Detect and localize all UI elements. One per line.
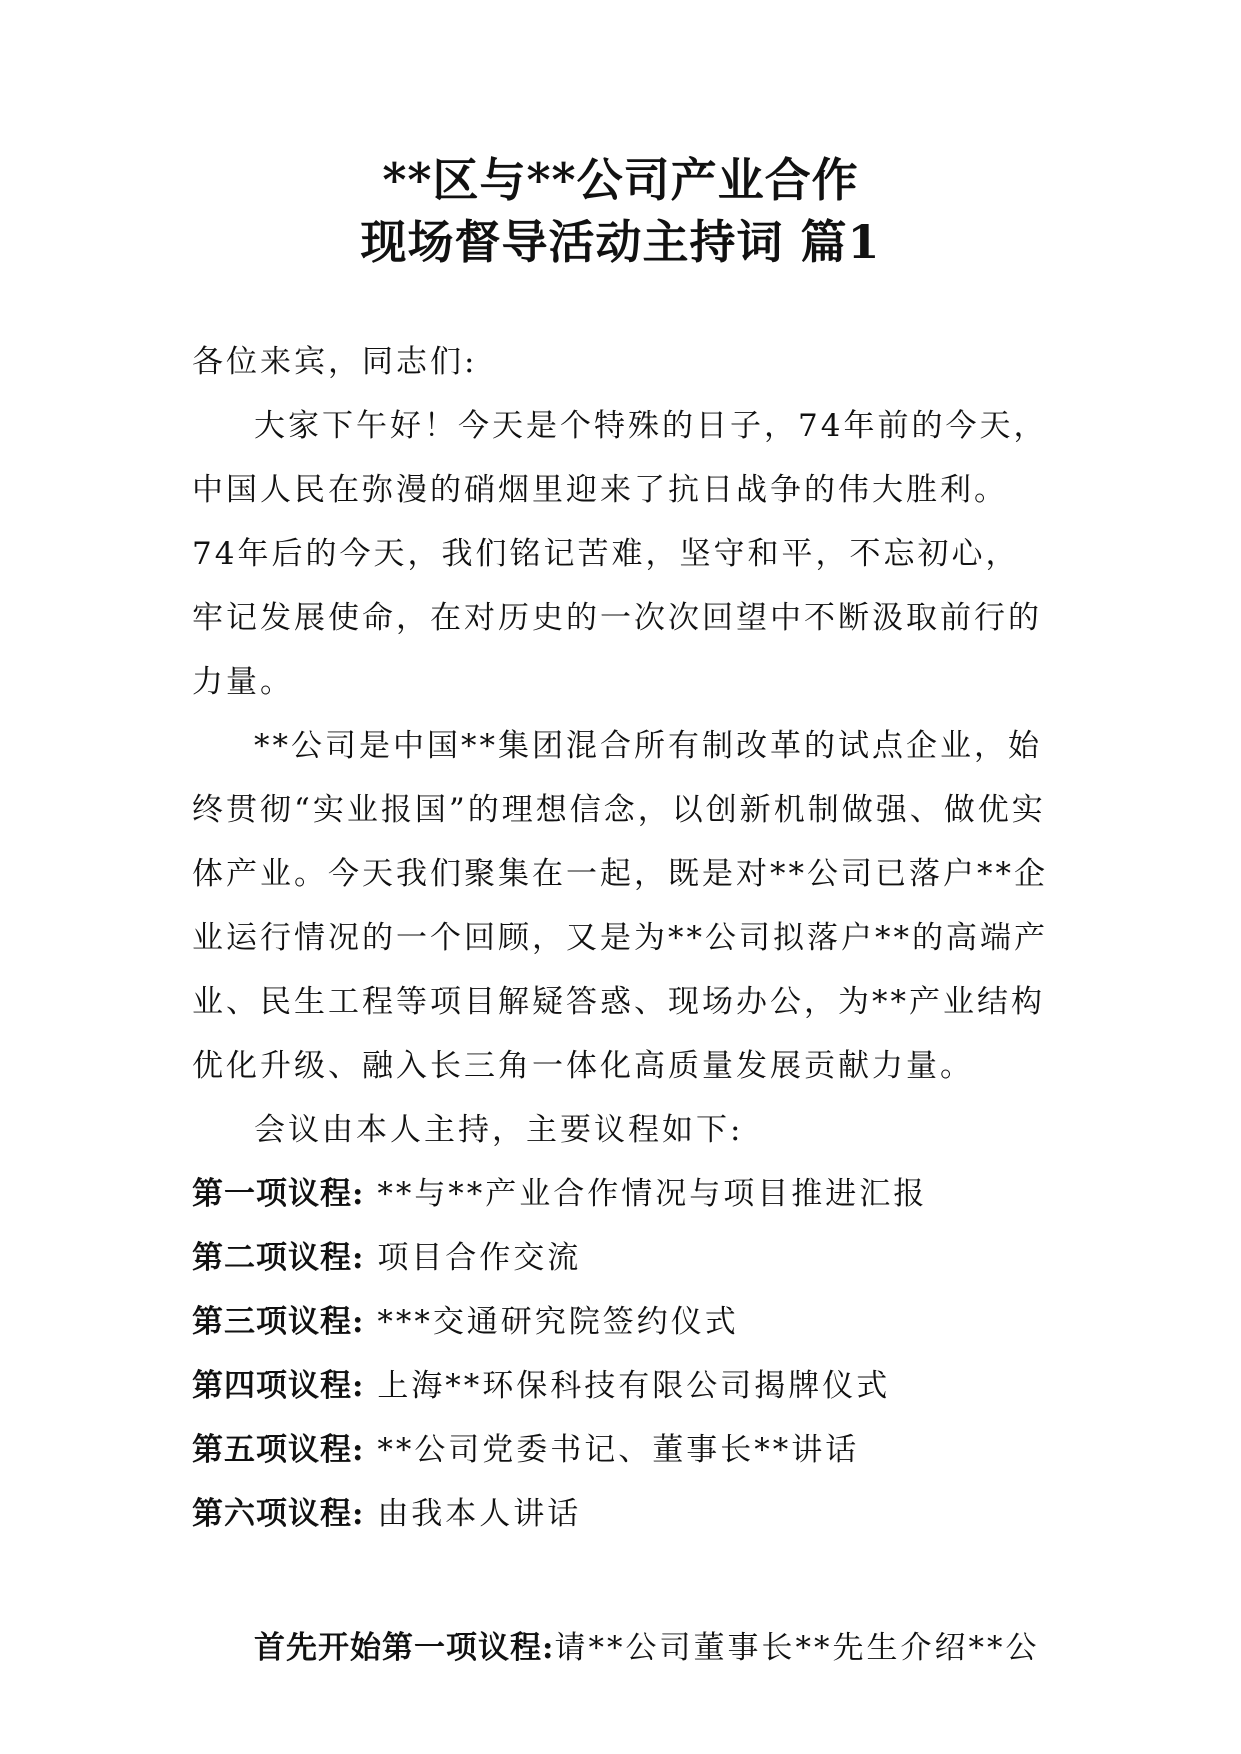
document-body — [192, 330, 1052, 1680]
agenda-item-label: 第六项议程: — [192, 1496, 365, 1532]
closing-text: 请**公司董事长**先生介绍**公 — [554, 1630, 1040, 1666]
paragraph-company-intro: **公司是中国**集团混合所有制改革的试点企业，始终贯彻“实业报国”的理想信念，以创新机制做强、做优实体产业。今天我们聚集在一起，既是对**公司已落户**企业运行情况的一个回顾，又是为**公司拟落户**的高端产业、民生工程等项目解疑答惑、现场办公，为**产业结构优化升级、融入长三角一体化高质量发展贡献力量。 — [192, 728, 1048, 1084]
agenda-item-2 — [192, 1226, 1052, 1290]
document-title-line-2: 现场督导活动主持词 篇1 — [360, 215, 881, 269]
agenda-item-text: ***交通研究院签约仪式 — [377, 1304, 739, 1340]
agenda-item-text: 上海**环保科技有限公司揭牌仪式 — [377, 1368, 891, 1404]
agenda-item-text: **公司党委书记、董事长**讲话 — [377, 1432, 860, 1468]
agenda-item-label: 第一项议程: — [192, 1176, 365, 1212]
agenda-item-5 — [192, 1418, 1052, 1482]
paragraph-opening: 大家下午好！今天是个特殊的日子，74年前的今天，中国人民在弥漫的硝烟里迎来了抗日战争的伟大胜利。74年后的今天，我们铭记苦难，坚守和平，不忘初心，牢记发展使命，在对历史的一次次回望中不断汲取前行的力量。 — [192, 408, 1048, 700]
closing-paragraph — [192, 1616, 1052, 1680]
document-title-line-1: **区与**公司产业合作 — [382, 153, 859, 207]
agenda-item-label: 第四项议程: — [192, 1368, 365, 1404]
agenda-item-1 — [192, 1162, 1052, 1226]
agenda-list — [192, 1162, 1052, 1546]
paragraph-agenda-intro: 会议由本人主持，主要议程如下: — [254, 1112, 744, 1148]
closing-lead: 首先开始第一项议程: — [254, 1630, 555, 1666]
agenda-item-text: 项目合作交流 — [377, 1240, 582, 1276]
agenda-item-label: 第三项议程: — [192, 1304, 365, 1340]
greeting: 各位来宾，同志们: — [192, 344, 478, 380]
agenda-item-6 — [192, 1482, 1052, 1546]
agenda-item-3 — [192, 1290, 1052, 1354]
agenda-item-label: 第五项议程: — [192, 1432, 365, 1468]
section-spacer — [192, 1546, 1052, 1616]
agenda-item-4 — [192, 1354, 1052, 1418]
agenda-item-label: 第二项议程: — [192, 1240, 365, 1276]
agenda-item-text: **与**产业合作情况与项目推进汇报 — [377, 1176, 928, 1212]
agenda-item-text: 由我本人讲话 — [377, 1496, 582, 1532]
